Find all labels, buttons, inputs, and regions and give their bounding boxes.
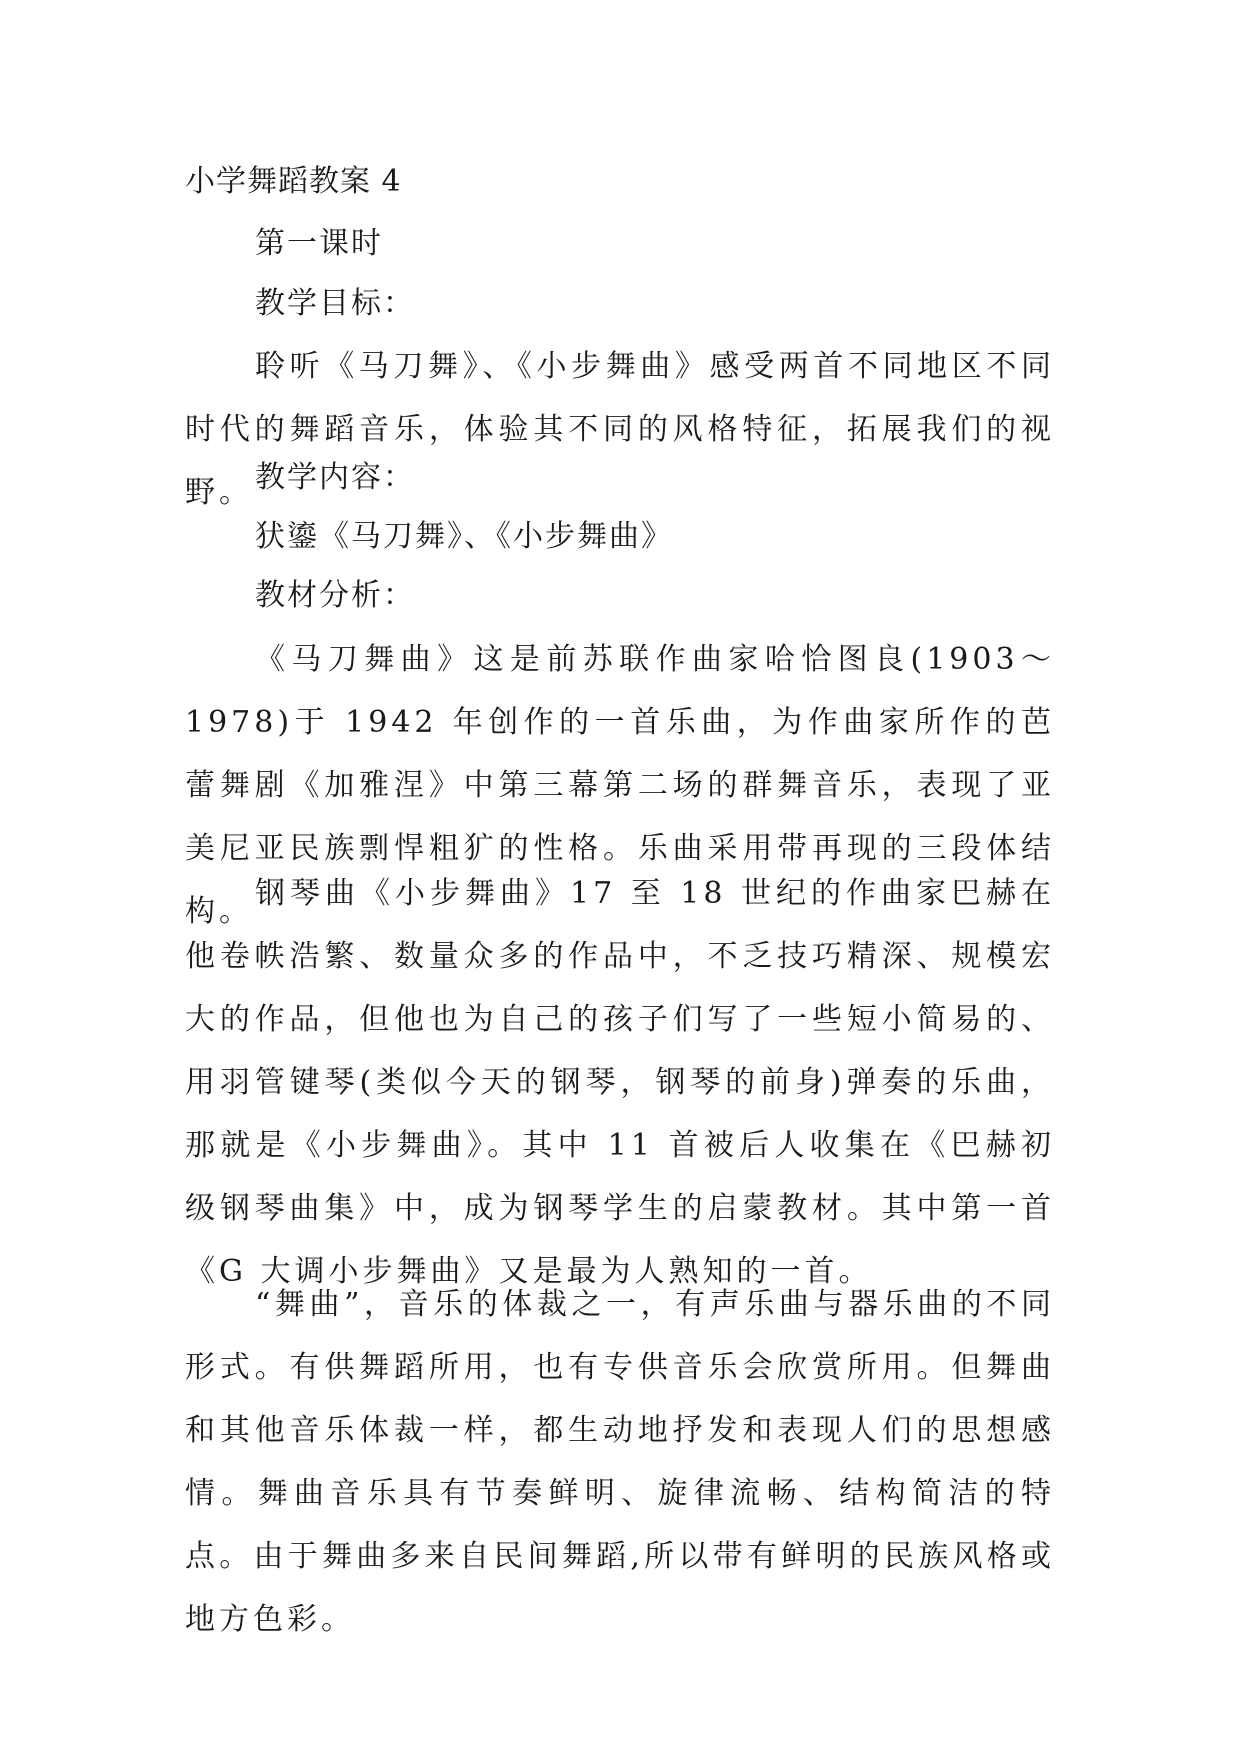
analysis-paragraph-2: 钢琴曲《小步舞曲》17 至 18 世纪的作曲家巴赫在他卷帙浩繁、数量众多的作品中，不乏技巧精深、规模宏大的作品，但他也为自己的孩子们写了一些短小简易的、用羽管键琴(类似今天的钢琴，钢琴的前身)弹奏的乐曲，那就是《小步舞曲》。其中 11 首被后人收集在《巴赫初级钢琴曲集》中，成为钢琴学生的启蒙教材。其中第一首《G 大调小步舞曲》又是最为人熟知的一首。 <box>185 876 1055 1289</box>
lesson-label: 第一课时 <box>255 226 383 261</box>
objective-heading: 教学目标： <box>255 286 415 321</box>
document-title: 小学舞蹈教案 4 <box>185 164 402 199</box>
content-paragraph: 犾鎏《马刀舞》、《小步舞曲》 <box>255 519 673 554</box>
objective-paragraph: 聆听《马刀舞》、《小步舞曲》感受两首不同地区不同时代的舞蹈音乐，体验其不同的风格特征，拓展我们的视野。 <box>185 349 1055 510</box>
content-heading: 教学内容： <box>255 460 415 495</box>
analysis-heading: 教材分析： <box>255 578 415 613</box>
analysis-paragraph-3: “舞曲”，音乐的体裁之一，有声乐曲与器乐曲的不同形式。有供舞蹈所用，也有专供音乐会欣赏所用。但舞曲和其他音乐体裁一样，都生动地抒发和表现人们的思想感情。舞曲音乐具有节奏鲜明、旋律流畅、结构简洁的特点。由于舞曲多来自民间舞蹈,所以带有鲜明的民族风格或地方色彩。 <box>185 1287 1055 1637</box>
analysis-paragraph-1: 《马刀舞曲》这是前苏联作曲家哈恰图良(1903～1978)于 1942 年创作的一首乐曲，为作曲家所作的芭蕾舞剧《加雅涅》中第三幕第二场的群舞音乐，表现了亚美尼亚民族剽悍粗犷的性格。乐曲采用带再现的三段体结构。 <box>185 642 1055 929</box>
